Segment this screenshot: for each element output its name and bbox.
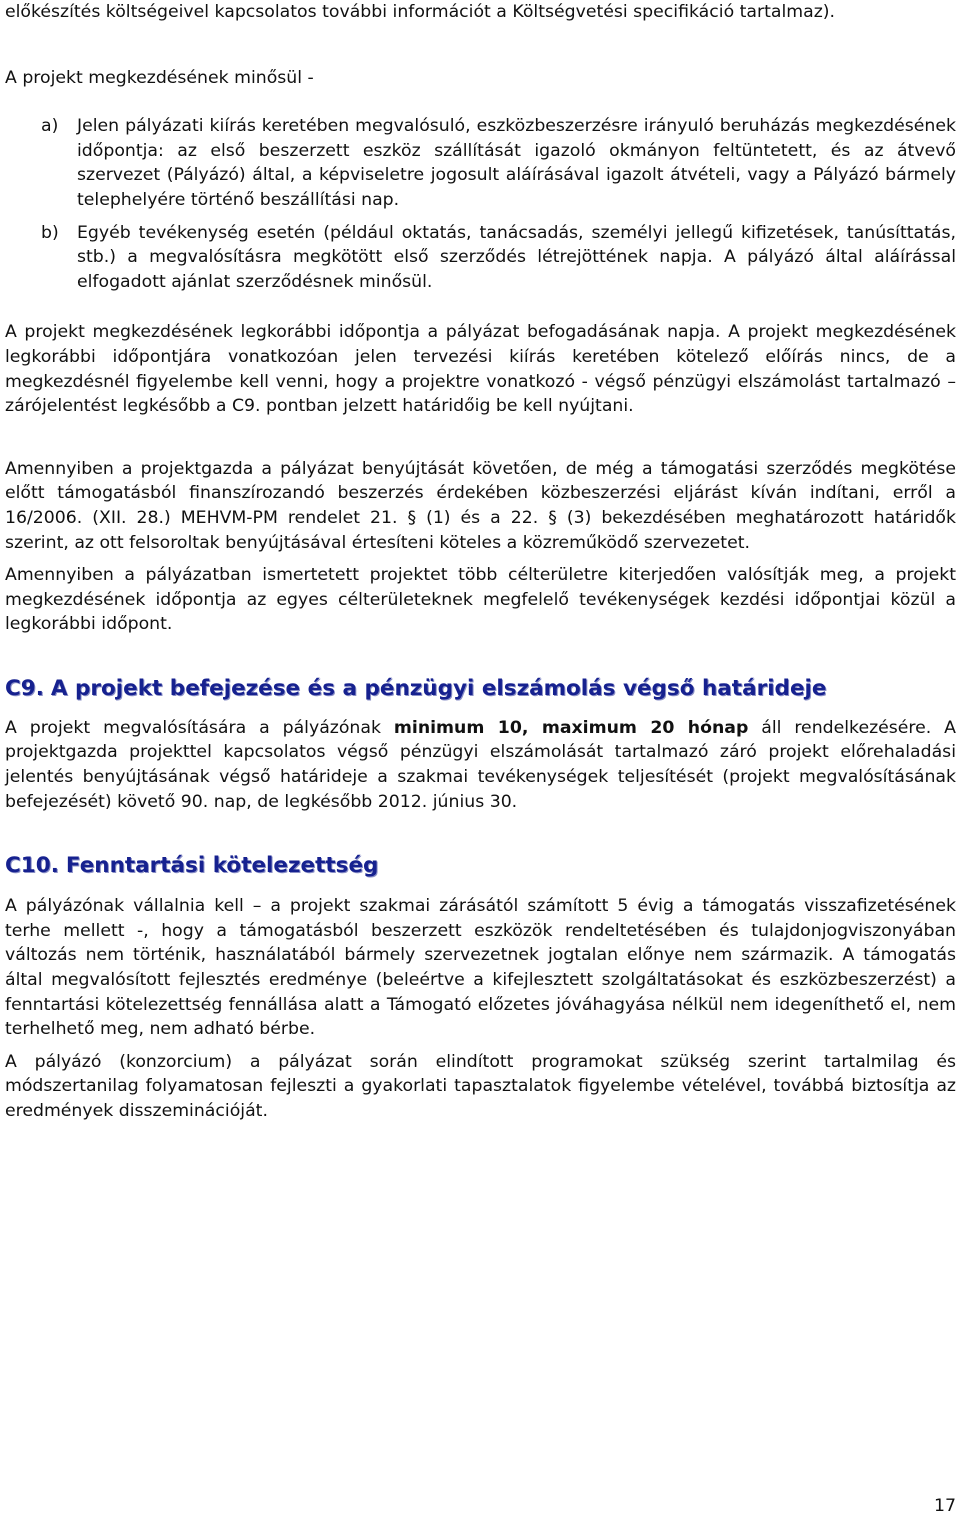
paragraph-c10-obligation: A pályázónak vállalnia kell – a projekt szakmai zárásától számított 5 évig a támogatás visszafizetésének terhe mellett -, hogy a támogatásból beszerzett eszközök rendeltetésében és tulajdonjogviszonyában változás nem történik, használatából bármely szervezetnek jogtalan előnye nem származik. A támogatás által megvalósított fejlesztés eredménye (beleértve a kifejlesztett szolgáltatásokat és eszközbeszerzést) a fenntartási kötelezettség fennállása alatt a Támogató előzetes jóváhagyása nélkül nem idegeníthető el, nem terhelhető meg, nem adható bérbe. — [5, 896, 956, 1040]
paragraph-project-start-intro: A projekt megkezdésének minősül - — [5, 67, 314, 88]
section-heading-c10 — [5, 851, 956, 881]
paragraph-c9-deadline — [5, 716, 956, 814]
list-text-b: Egyéb tevékenység esetén (például oktatás, tanácsadás, személyi jellegű kifizetések, tanúsíttatás, stb.) a megvalósításra megkötött első szerződés létrejöttének napja. A pályázó által aláírással elfogadott ajánlat szerződésnek minősül. — [77, 222, 956, 292]
list-label-a: a) — [41, 116, 59, 137]
paragraph-multiple-areas: Amennyiben a pályázatban ismertetett projektet több célterületre kiterjedően valósítják meg, a projekt megkezdésének időpontja az egyes célterületeknek megfelelő tevékenységek kezdési időpontjai közül a legkorábbi időpont. — [5, 565, 956, 635]
list-item-b — [5, 221, 956, 295]
section-number-c9: C9. — [5, 675, 44, 701]
list-text-a: Jelen pályázati kiírás keretében megvalósuló, eszközbeszerzésre irányuló beruházás megkezdésének időpontja: az első beszerzett eszköz szállítását igazoló okmányon feltüntetett, és az átvevő szervezet (Pályázó) által, a képviseletre jogosult aláírásával igazolt átvételi, vagy a Pályázó bármely telephelyére történő beszállítási nap. — [77, 116, 956, 210]
section-title-c9: A projekt befejezése és a pénzügyi elszámolás végső határideje — [50, 675, 827, 701]
c9-duration-bold: minimum 10, maximum 20 hónap — [393, 717, 749, 738]
page-number: 17 — [934, 1496, 956, 1516]
paragraph-earliest-start: A projekt megkezdésének legkorábbi időpontja a pályázat befogadásának napja. A projekt megkezdésének legkorábbi időpontjára vonatkozóan jelen tervezési kiírás keretében kötelező előírás nincs, de a megkezdésnél figyelembe kell venni, hogy a projektre vonatkozó - végső pénzügyi elszámolást tartalmazó – zárójelentést legkésőbb a C9. pontban jelzett határidőig be kell nyújtani. — [5, 322, 956, 417]
c9-text-start: A projekt megvalósítására a pályázónak — [5, 717, 394, 738]
document-page — [5, 0, 956, 1124]
list-label-b: b) — [41, 222, 59, 243]
section-title-c10: Fenntartási kötelezettség — [65, 853, 379, 879]
paragraph-preparation-costs: előkészítés költségeivel kapcsolatos további információt a Költségvetési specifikáció tartalmaz). — [5, 2, 835, 22]
paragraph-c10-programs: A pályázó (konzorcium) a pályázat során elindított programokat szükség szerint tartalmilag és módszertanilag folyamatosan fejleszti a gyakorlati tapasztalatok figyelembe vételével, továbbá biztosítja az eredmények disszeminációját. — [5, 1051, 956, 1121]
list-item-a — [5, 114, 956, 212]
paragraph-public-procurement: Amennyiben a projektgazda a pályázat benyújtását követően, de még a támogatási szerződés megkötése előtt támogatásból finanszírozandó beszerzés érdekében közbeszerzési eljárást kíván indítani, erről a 16/2006. (XII. 28.) MEHVM-PM rendelet 21. § (1) és a 22. § (3) bekezdésében meghatározott határidők szerint, az ott felsoroltak benyújtásával értesíteni köteles a közreműködő szervezetet. — [5, 458, 956, 553]
section-heading-c9 — [5, 674, 956, 704]
c9-text-rest: áll rendelkezésére. A projektgazda projekttel kapcsolatos végső pénzügyi elszámolását tartalmazó záró projekt előrehaladási jelentés benyújtásának végső határideje a szakmai tevékenységek teljesítését (projekt megvalósításának befejezését) követő 90. nap, de legkésőbb 2012. június 30. — [5, 717, 956, 812]
section-number-c10: C10. — [5, 853, 59, 879]
